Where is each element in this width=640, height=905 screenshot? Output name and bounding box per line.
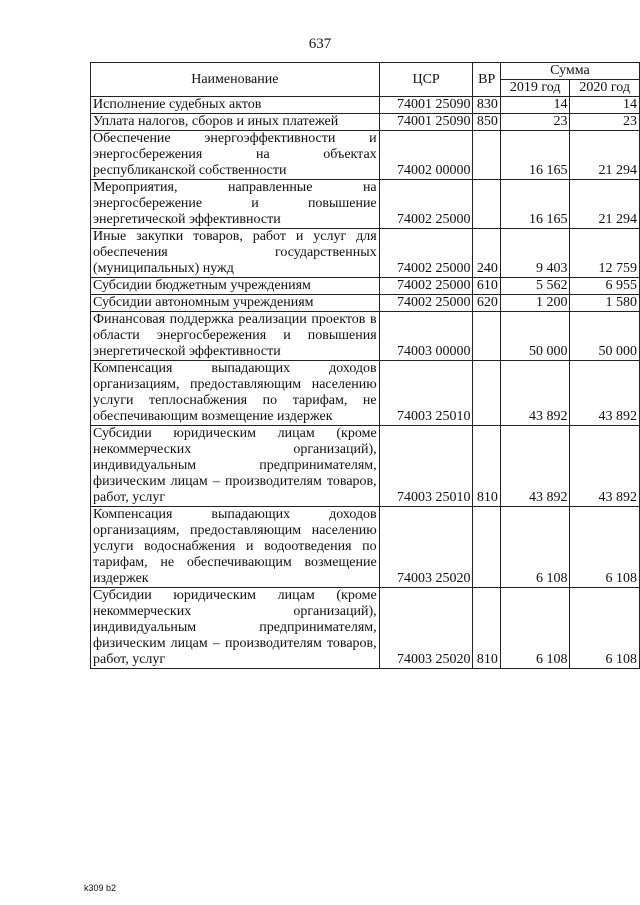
cell-vr: 810: [473, 588, 500, 669]
header-year-2020: 2020 год: [570, 80, 640, 97]
cell-y2019: 50 000: [500, 312, 570, 361]
cell-y2019: 16 165: [500, 180, 570, 229]
table-row: [91, 312, 640, 361]
table-row: [91, 229, 640, 278]
table-row: [91, 131, 640, 180]
cell-name: Уплата налогов, сборов и иных платежей: [91, 114, 380, 131]
page-number: 637: [308, 36, 332, 52]
cell-name: Компенсация выпадающих доходов организациям, предоставляющим населению услуги водоснабжения и водоотведения по тарифам, не обеспечивающим возмещение издержек: [91, 507, 380, 588]
table-row: [91, 278, 640, 295]
cell-vr: [473, 312, 500, 361]
cell-y2019: 1 200: [500, 295, 570, 312]
table-body: [91, 97, 640, 669]
cell-name: Финансовая поддержка реализации проектов в области энергосбережения и повышения энергетической эффективности: [91, 312, 380, 361]
cell-y2020: 43 892: [570, 426, 640, 507]
cell-y2019: 9 403: [500, 229, 570, 278]
cell-y2020: 21 294: [570, 180, 640, 229]
cell-csr: 74002 25000: [379, 229, 473, 278]
header-vr: ВР: [473, 63, 500, 97]
cell-csr: 74002 25000: [379, 180, 473, 229]
cell-name: Субсидии автономным учреждениям: [91, 295, 380, 312]
cell-vr: [473, 507, 500, 588]
cell-vr: 610: [473, 278, 500, 295]
table-row: [91, 426, 640, 507]
cell-y2020: 43 892: [570, 361, 640, 426]
cell-y2020: 14: [570, 97, 640, 114]
cell-vr: [473, 131, 500, 180]
cell-y2020: 50 000: [570, 312, 640, 361]
cell-csr: 74001 25090: [379, 114, 473, 131]
cell-y2019: 16 165: [500, 131, 570, 180]
cell-vr: 240: [473, 229, 500, 278]
cell-vr: 810: [473, 426, 500, 507]
footer-code: k309 b2: [84, 883, 117, 893]
cell-csr: 74003 25010: [379, 426, 473, 507]
cell-csr: 74002 25000: [379, 295, 473, 312]
cell-y2020: 21 294: [570, 131, 640, 180]
table-row: [91, 180, 640, 229]
table-row: [91, 97, 640, 114]
cell-y2019: 5 562: [500, 278, 570, 295]
header-name: Наименование: [91, 63, 380, 97]
header-csr: ЦСР: [379, 63, 473, 97]
cell-csr: 74002 00000: [379, 131, 473, 180]
cell-y2019: 6 108: [500, 507, 570, 588]
cell-y2020: 1 580: [570, 295, 640, 312]
cell-name: Субсидии юридическим лицам (кроме некоммерческих организаций), индивидуальным предпринимателям, физическим лицам – производителям товаров, работ, услуг: [91, 426, 380, 507]
cell-name: Субсидии юридическим лицам (кроме некоммерческих организаций), индивидуальным предпринимателям, физическим лицам – производителям товаров, работ, услуг: [91, 588, 380, 669]
cell-csr: 74003 25020: [379, 588, 473, 669]
cell-csr: 74003 25010: [379, 361, 473, 426]
cell-vr: [473, 180, 500, 229]
table-row: [91, 507, 640, 588]
cell-vr: 620: [473, 295, 500, 312]
cell-y2020: 12 759: [570, 229, 640, 278]
header-year-2019: 2019 год: [500, 80, 570, 97]
cell-y2019: 14: [500, 97, 570, 114]
cell-y2020: 6 955: [570, 278, 640, 295]
table-row: [91, 295, 640, 312]
cell-y2019: 23: [500, 114, 570, 131]
cell-name: Обеспечение энергоэффективности и энергосбережения на объектах республиканской собственности: [91, 131, 380, 180]
cell-y2019: 6 108: [500, 588, 570, 669]
budget-table: [90, 62, 640, 669]
cell-y2020: 6 108: [570, 588, 640, 669]
cell-name: Субсидии бюджетным учреждениям: [91, 278, 380, 295]
cell-name: Иные закупки товаров, работ и услуг для обеспечения государственных (муниципальных) нужд: [91, 229, 380, 278]
table-row: [91, 361, 640, 426]
table-row: [91, 588, 640, 669]
cell-csr: 74002 25000: [379, 278, 473, 295]
cell-csr: 74003 25020: [379, 507, 473, 588]
cell-name: Исполнение судебных актов: [91, 97, 380, 114]
cell-csr: 74001 25090: [379, 97, 473, 114]
cell-vr: 850: [473, 114, 500, 131]
cell-vr: 830: [473, 97, 500, 114]
cell-name: Компенсация выпадающих доходов организациям, предоставляющим населению услуги теплоснабжения по тарифам, не обеспечивающим возмещение издержек: [91, 361, 380, 426]
header-sum: Сумма: [500, 63, 639, 80]
table-header: [91, 63, 640, 97]
cell-y2020: 6 108: [570, 507, 640, 588]
cell-y2020: 23: [570, 114, 640, 131]
cell-csr: 74003 00000: [379, 312, 473, 361]
cell-vr: [473, 361, 500, 426]
cell-name: Мероприятия, направленные на энергосбережение и повышение энергетической эффективности: [91, 180, 380, 229]
cell-y2019: 43 892: [500, 361, 570, 426]
cell-y2019: 43 892: [500, 426, 570, 507]
table-row: [91, 114, 640, 131]
